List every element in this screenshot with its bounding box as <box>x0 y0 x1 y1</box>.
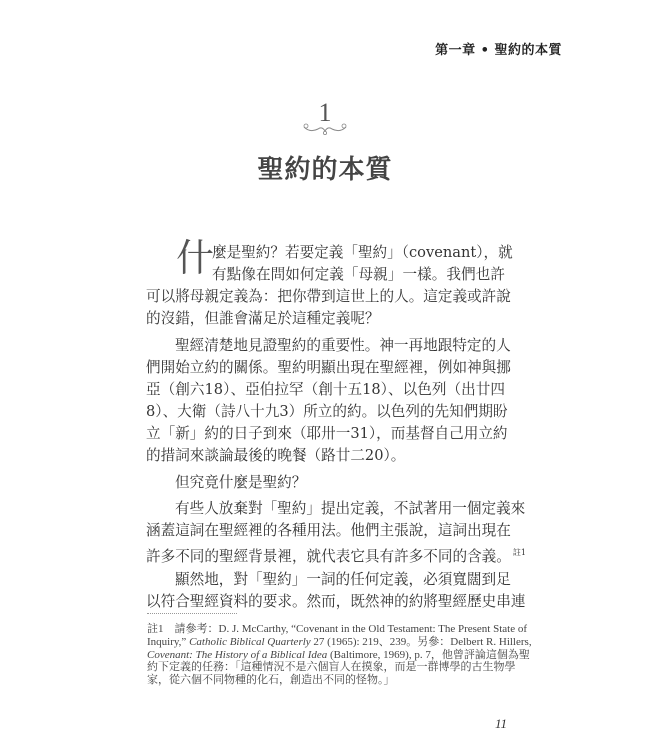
footnote-text: Inquiry,” <box>147 635 190 648</box>
body-line-text: 涵蓋這詞在聖經裡的各種用法。他們主張說，這詞出現在 <box>146 522 511 540</box>
body-line <box>146 379 505 401</box>
body-line-text: 的措詞來談論最後的晚餐（路廿二20）。 <box>146 446 406 464</box>
chapter-title: 聖約的本質 <box>257 155 393 185</box>
footnote-text: 27 (1965): 219、239。另參：Delbert R. Hillers, <box>310 635 532 648</box>
body-line <box>146 357 511 379</box>
body-line-text: 聖經清楚地見證聖約的重要性。神一再地跟特定的人 <box>175 336 511 354</box>
body-line-text: 們開始立約的關係。聖約明顯出現在聖經裡，例如神與挪 <box>146 358 511 376</box>
body-line <box>212 242 513 264</box>
chapter-number: 1 <box>318 98 332 127</box>
body-line <box>212 264 505 286</box>
footnote-text: 註1 請參考：D. J. McCarthy, “Covenant in the Old Testament: The Present State of <box>147 623 527 635</box>
body-line-text: 有些人放棄對「聖約」提出定義，不試著用一個定義來 <box>175 500 526 518</box>
footnote-line <box>147 648 530 662</box>
body-line-text: 8）、大衛（詩八十九3）所立的約。以色列的先知們期盼 <box>146 402 508 420</box>
body-line-text: 立「新」約的日子到來（耶卅一31），而基督自己用立約 <box>146 424 508 442</box>
footnote-italic-title: Catholic Biblical Quarterly <box>189 635 311 648</box>
body-line-text: 有點像在問如何定義「母親」一樣。我們也許 <box>212 266 505 283</box>
footnote-line <box>147 623 527 636</box>
footnote-text: (Baltimore, 1969), p. 7，他曾評論這個為聖 <box>327 648 530 661</box>
body-line <box>175 472 505 494</box>
body-line-text: 以符合聖經資料的要求。然而，既然神的約將聖經歷史串連 <box>146 593 526 610</box>
footnote-line <box>147 661 516 674</box>
body-line-text: 可以將母親定義為：把你帶到這世上的人。這定義或許說 <box>146 288 511 305</box>
footnote-italic-title: Covenant: The History of a Biblical Idea <box>147 648 328 661</box>
footnote-reference[interactable]: 註1 <box>512 548 526 558</box>
body-line <box>146 286 511 308</box>
body-line <box>146 308 505 330</box>
body-line-text: 顯然地，對「聖約」一詞的任何定義，必須寬闊到足 <box>175 571 511 588</box>
body-line <box>175 335 511 357</box>
body-line-text: 許多不同的聖經背景裡，就代表它具有許多不同的含義。 <box>146 548 511 566</box>
body-line-text: 麼是聖約？若要定義「聖約」（covenant），就 <box>212 244 513 261</box>
body-line <box>146 542 526 566</box>
running-head: 第一章 • 聖約的本質 <box>435 43 562 58</box>
drop-cap: 什 <box>176 236 215 280</box>
body-line <box>175 569 511 591</box>
body-line <box>146 401 508 423</box>
body-line-text: 但究竟什麼是聖約？ <box>175 473 307 491</box>
footnote-line <box>147 635 532 649</box>
body-line <box>146 591 526 613</box>
footnote-text: 約下定義的任務：「這種情況不是六個盲人在摸象，而是一群博學的古生物學 <box>147 661 516 674</box>
footnote-text: 家，從六個不同物種的化石，創造出不同的怪物。」 <box>147 674 395 687</box>
footnote-divider <box>147 613 237 614</box>
body-line <box>146 445 505 467</box>
flourish-ornament-icon <box>302 122 348 136</box>
body-line <box>175 498 526 520</box>
body-line-text: 的沒錯，但誰會滿足於這種定義呢？ <box>146 310 380 327</box>
body-line <box>146 520 511 542</box>
body-line-text: 亞（創六18）、亞伯拉罕（創十五18）、以色列（出廿四 <box>146 380 505 398</box>
footnote-line <box>147 674 505 687</box>
page-number: 11 <box>495 716 508 731</box>
body-line <box>146 423 508 445</box>
